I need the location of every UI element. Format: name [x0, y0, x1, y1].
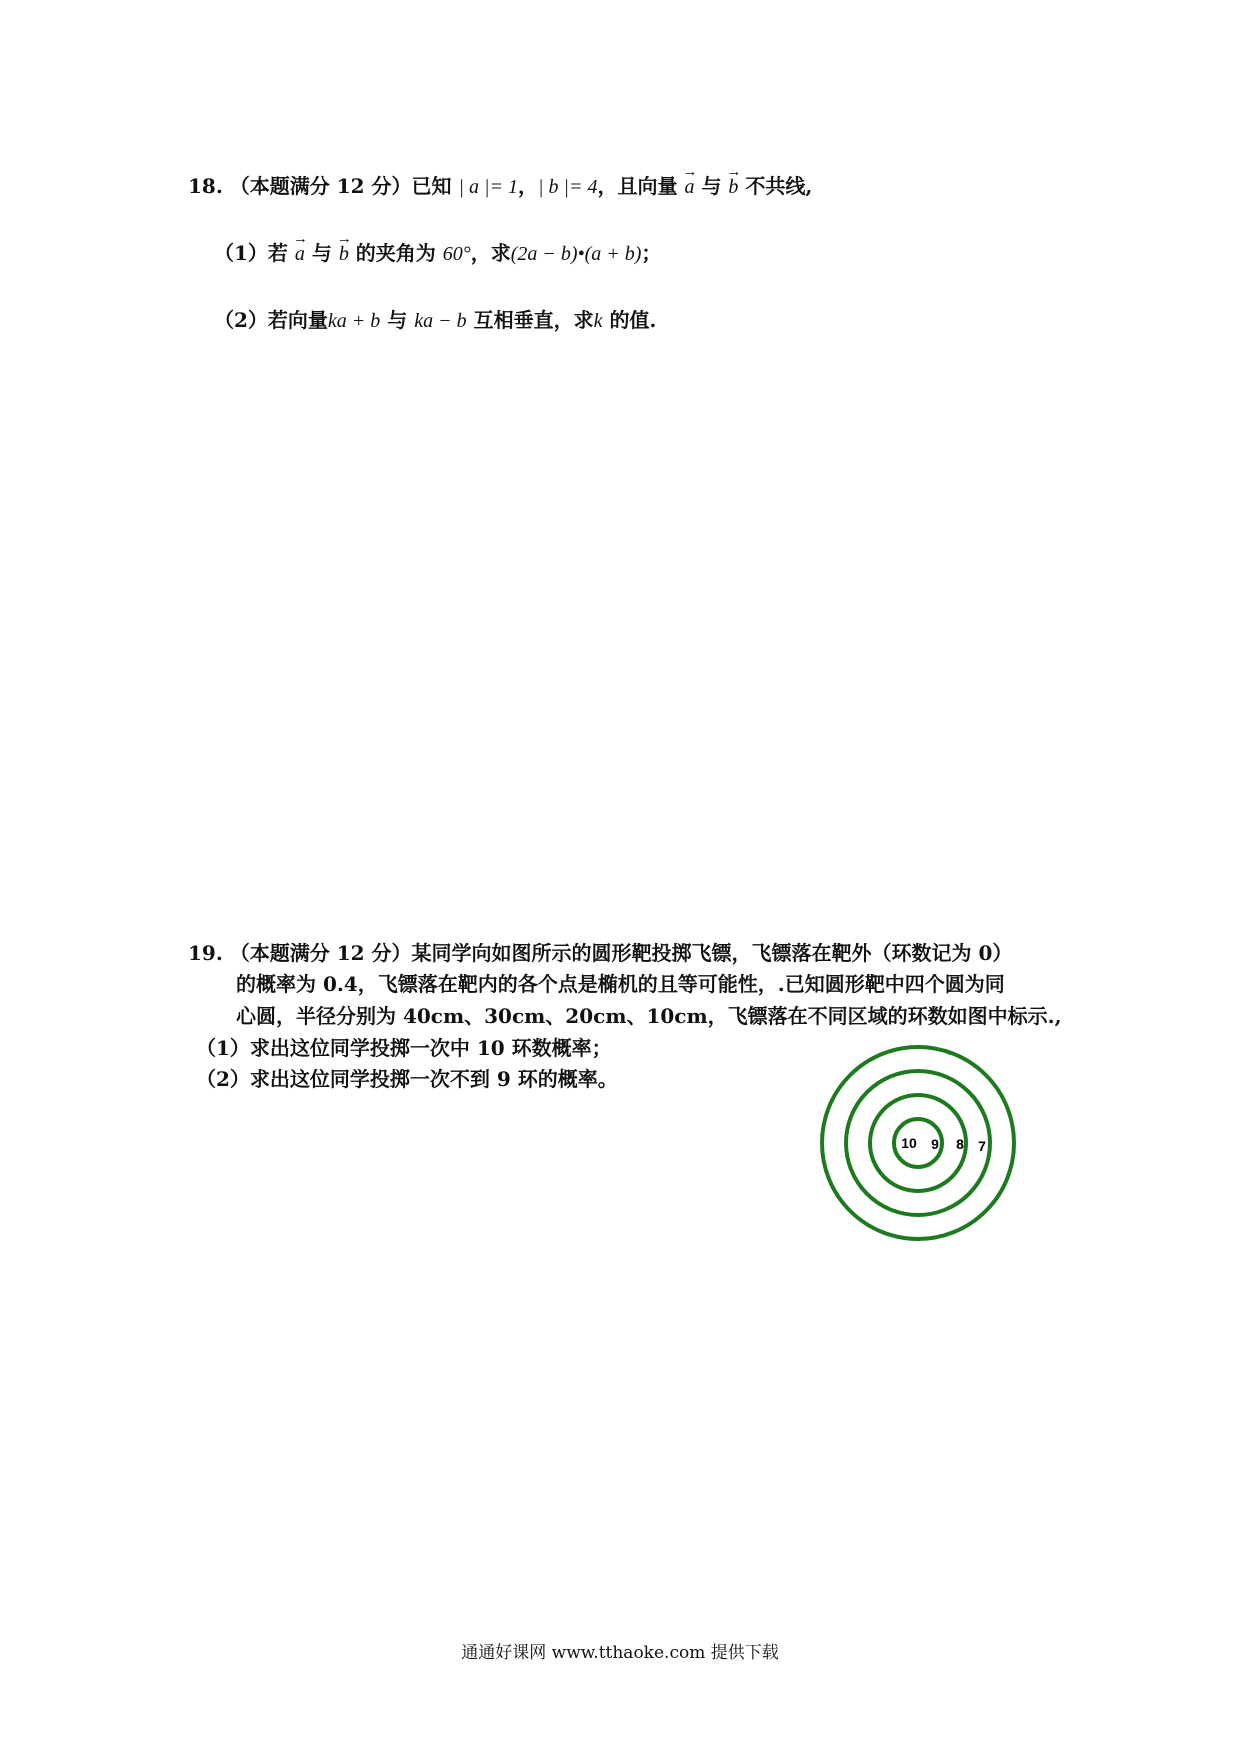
q18-part1-vec-b: → b — [339, 240, 349, 268]
q18-part1 — [214, 239, 661, 268]
q18-part2-k: k — [593, 310, 603, 332]
q18-part2 — [214, 306, 656, 335]
q18-part2-expr2: ka − b — [414, 310, 467, 332]
q18-part1-label: （1）若 — [214, 241, 288, 265]
q18-with: 与 — [701, 174, 722, 198]
target-label-9: 9 — [931, 1136, 939, 1152]
target-ring-2 — [870, 1095, 966, 1191]
q18-part1-with: 与 — [311, 241, 332, 265]
q18-part2-label: （2）若向量 — [214, 308, 328, 332]
q18-part1-ask: ，求 — [470, 241, 511, 265]
q19-line1-text: （本题满分 12 分）某同学向如图所示的圆形靶投掷飞镖，飞镖落在靶外（环数记为 0） — [229, 941, 1013, 965]
q18-part1-vec-a: → a — [295, 240, 305, 268]
q18-part1-angle: 60° — [442, 243, 471, 265]
q18-part1-angle-text: 的夹角为 — [355, 241, 436, 265]
q19-part2: （2）求出这位同学投掷一次不到 9 环的概率。 — [196, 1067, 618, 1091]
q18-vec-b: → b — [728, 173, 738, 201]
q18-not-collinear: 不共线, — [745, 174, 813, 198]
target-diagram — [818, 1043, 1018, 1243]
q19-line1 — [188, 939, 1012, 967]
q18-header — [188, 172, 812, 201]
q18-number: 18. — [188, 174, 223, 198]
q18-vec-a: → a — [684, 173, 694, 201]
q18-part2-with: 与 — [387, 308, 408, 332]
q19-line3: 心圆，半径分别为 40cm、30cm、20cm、10cm，飞镖落在不同区域的环数如图中标示., — [236, 1004, 1062, 1028]
target-label-10: 10 — [901, 1135, 917, 1151]
q18-part2-mid: 互相垂直，求 — [473, 308, 594, 332]
q18-part1-end: ； — [641, 241, 662, 265]
q19-number: 19. — [188, 941, 223, 965]
q18-header-prefix: （本题满分 12 分）已知 — [229, 174, 452, 198]
q18-mag-a: | a |= 1 — [458, 176, 518, 198]
q19-part1: （1）求出这位同学投掷一次中 10 环数概率； — [196, 1036, 612, 1060]
q18-part1-expr: (2a − b)•(a + b) — [510, 243, 642, 265]
q18-mag-b: | b |= 4 — [538, 176, 598, 198]
q18-comma: ， — [518, 174, 538, 198]
footer-text: 通通好课网 www.tthaoke.com 提供下载 — [461, 1643, 779, 1663]
q19-line2: 的概率为 0.4，飞镖落在靶内的各个点是椭机的且等可能性，.已知圆形靶中四个圆为同 — [236, 972, 1005, 996]
target-label-8: 8 — [956, 1136, 964, 1152]
target-ring-3 — [846, 1071, 990, 1215]
target-label-7: 7 — [978, 1138, 986, 1154]
q18-part2-end: 的值. — [609, 308, 657, 332]
q18-part2-expr1: ka + b — [327, 310, 381, 332]
q18-header-suffix: ，且向量 — [597, 174, 678, 198]
